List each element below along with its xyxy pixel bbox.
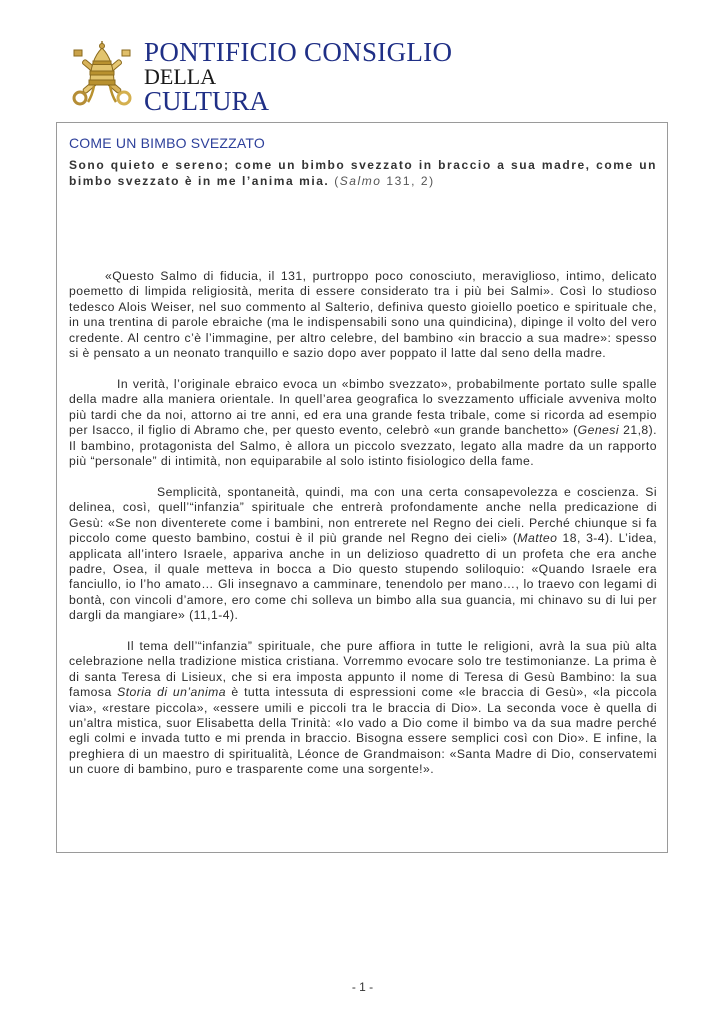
paragraph-4-text-a: Il tema dell’“infanzia” spirituale, che pure affiora in tutte le religioni, avrà la sua più alta celebrazione nella tradizione mistica cristiana. Vorremmo evocare solo tre testimonianze. La prima è di santa Teresa di Lisieux, che si era imposta appunto il nome di Teresa di Gesù Bambino: la sua famosa (69, 639, 657, 700)
organization-name (144, 38, 452, 114)
paragraph-4-citation: Storia di un’anima (117, 685, 226, 700)
paragraph-3-text-b: 18, 3-4). L’idea, applicata all’intero Israele, appariva anche in un delizioso quadretto di un profeta che era anche padre, Osea, il quale metteva in bocca a Dio questo stupendo soliloquio: «Quando Israele era fanciullo, io l’ho amato… Gli insegnavo a camminare, tenendolo per mano…, lo traevo con legami di bontà, con vincoli d’amore, ero come chi solleva un bimbo alla sua guancia, mi chinavo su di lui per dargli da mangiare» (11,1-4). (69, 531, 657, 623)
epigraph-ref-open: ( (329, 174, 340, 188)
page-header (70, 37, 490, 116)
paragraph-1-text: «Questo Salmo di fiducia, il 131, purtroppo poco conosciuto, meraviglioso, intimo, delicato poemetto di limpida religiosità, merita di essere considerato tra i più bei Salmi». Così lo studioso tedesco Alois Weiser, nel suo commento al Salterio, definiva questo gioiello poetico e spirituale che, in una trentina di parole ebraiche (ma le indispensabili sono una quindicina), dipinge il volto del vero credente. Al centro c’è l’immagine, per altro celebre, del bambino «in braccio a sua madre»: spesso si è pensato a un neonato tranquillo e sazio dopo aver poppato il latte dal seno della madre. (69, 269, 657, 361)
paragraph-3 (69, 485, 657, 624)
org-line-3: CULTURA (144, 86, 270, 116)
org-line-2: DELLA (144, 64, 217, 89)
paragraph-4-text-b: è tutta intessuta di espressioni come «le braccia di Gesù», «la piccola via», «restare piccola», «essere umili e piccoli tra le braccia di Dio». La seconda voce è quella di un’altra mistica, suor Elisabetta della Trinità: «Io vado a Dio come il bimbo va da sua madre perché egli colmi e invada tutto e mi prenda in braccio. Bisogna essere semplici così con Dio». E infine, la preghiera di un maestro di spiritualità, Léonce de Grandmaison: «Santa Madre di Dio, conservatemi un cuore di bambino, puro e trasparente come una sorgente!». (69, 685, 657, 777)
epigraph-ref-book: Salmo (339, 174, 382, 188)
epigraph-ref-close: 131, 2) (381, 174, 435, 188)
papal-tiara-keys-emblem-icon (70, 40, 134, 112)
paragraph-3-text-a: Semplicità, spontaneità, quindi, ma con una certa consapevolezza e coscienza. Si delinea, così, quell’“infanzia” spirituale che entrerà profondamente anche nella predicazione di Gesù: «Se non diventerete come i bambini, non entrerete nel Regno dei cieli. Perché chiunque si fa piccolo come questo bambino, costui è il più grande nel Regno dei cieli» ( (69, 484, 657, 546)
page-number: - 1 - (351, 980, 374, 994)
paragraph-3-citation: Matteo (517, 531, 558, 546)
paragraph-1 (69, 269, 657, 361)
paragraph-2-citation: Genesi (577, 423, 619, 438)
epigraph-text: Sono quieto e sereno; come un bimbo svezzato in braccio a sua madre, come un bimbo svezzato è in me l’anima mia. (69, 158, 657, 188)
article-title: COME UN BIMBO SVEZZATO (69, 135, 266, 151)
paragraph-2-text-b: 21,8). Il bambino, protagonista del Salmo, è allora un piccolo svezzato, legato alla madre da un rapporto più “personale” di intimità, non equiparabile al solo istinto fisiologico della fame. (69, 423, 657, 468)
epigraph (69, 157, 657, 189)
org-line-1: PONTIFICIO CONSIGLIO (144, 37, 453, 67)
article-body (69, 269, 657, 793)
paragraph-4 (69, 639, 657, 778)
paragraph-2 (69, 377, 657, 469)
article-frame (56, 122, 668, 853)
paragraph-2-text-a: In verità, l’originale ebraico evoca un «bimbo svezzato», probabilmente portato sulle spalle della madre alla maniera orientale. In quell’area geografica lo svezzamento ufficiale avveniva molto più tardi che da noi, attorno ai tre anni, ed era una grande festa tribale, come si ricorda ad esempio per Isacco, il figlio di Abramo che, per questo evento, celebrò «un grande banchetto» ( (69, 376, 657, 438)
